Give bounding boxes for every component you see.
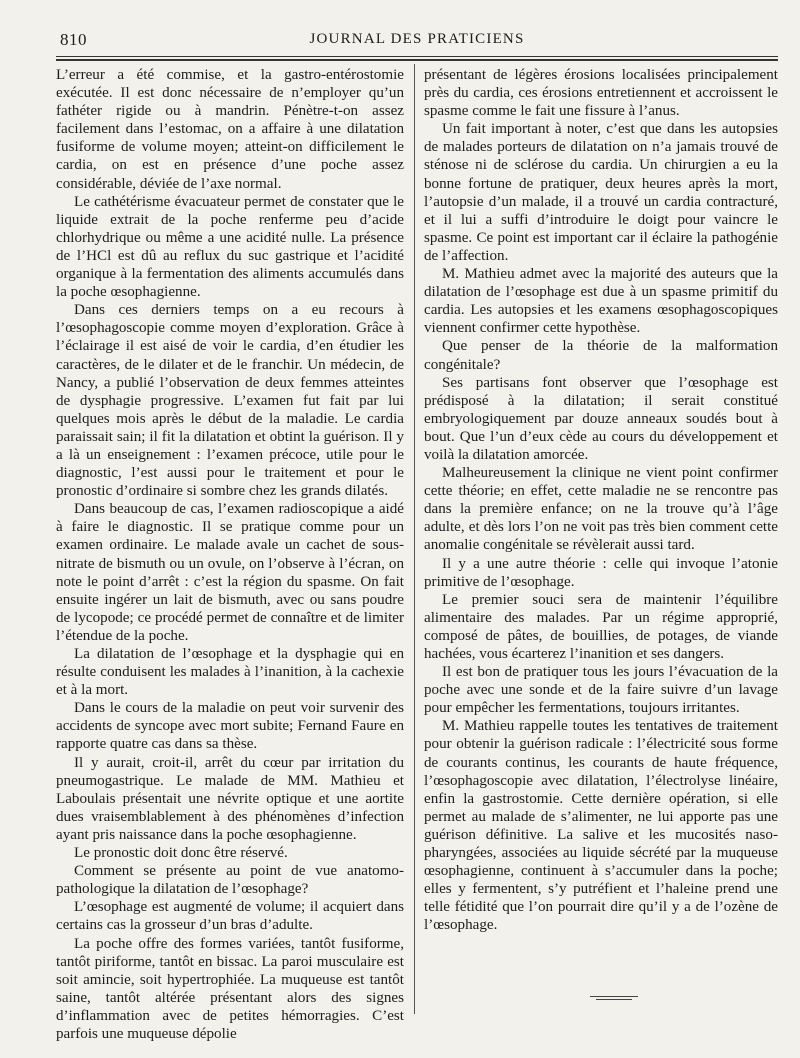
end-ornament-rule <box>596 999 632 1000</box>
paragraph: M. Mathieu rappelle toutes les tentatives de traitement pour obtenir la guérison radicale : l’électricité sous forme de courants continus, les courants de haute fréquence, l’œsophagoscopie avec dilatation, l’électrolyse linéaire, enfin la gastrostomie. Cette dernière opération, si elle permet au malade de s’alimenter, ne lui apporte pas une guérison définitive. La salive et les mucosités naso-pharyngées, associées au liquide sécrété par la muqueuse œsophagienne, continuent à s’accumuler dans la poche; elles y fermentent, s’y putréfient et l’haleine prend une telle fétidité que l’on pourrait dire qu’il y a de l’ozène de l’œsophage. <box>424 718 778 934</box>
paragraph: L’œsophage est augmenté de volume; il acquiert dans certains cas la grosseur d’un bras d’adulte. <box>56 899 404 934</box>
paragraph: Le pronostic doit donc être réservé. <box>74 845 288 862</box>
paragraph: Le premier souci sera de maintenir l’équilibre alimentaire des malades. Par un régime approprié, composé de pâtes, de bouillies, de potages, de viande hachées, vous écarterez l’inanition et ses dangers. <box>424 591 778 662</box>
header-rule-thick <box>56 59 778 61</box>
paragraph: La dilatation de l’œsophage et la dysphagie qui en résulte conduisent les malades à l’inanition, à la cachexie et à la mort. <box>56 646 404 699</box>
right-column <box>424 66 778 935</box>
paragraph: Dans ces derniers temps on a eu recours à l’œsophagoscopie comme moyen d’exploration. Grâce à l’éclairage il est aisé de voir le cardia, d’en étudier les caractères, de le dilater et de le franchir. Un médecin, de Nancy, a publié l’observation de deux femmes atteintes de dysphagie progressive. L’examen fut fait par lui quelques mois après le début de la maladie. Le cardia paraissait sain; il fit la dilatation et obtint la guérison. Il y a là un enseignement : l’examen précoce, utile pour le diagnostic, l’est aussi pour le traitement et pour le pronostic d’ordinaire si sombre chez les grands dilatés. <box>56 302 404 500</box>
paragraph: Il y a une autre théorie : celle qui invoque l’atonie primitive de l’œsophage. <box>424 555 778 590</box>
column-divider <box>414 64 415 1014</box>
paragraph: Il y aurait, croit-il, arrêt du cœur par irritation du pneumogastrique. Le malade de MM. Mathieu et Laboulais présentait une névrite optique et une aortite dues vraisemblablement à des phénomènes d’infection ayant pris naissance dans la poche œsophagienne. <box>56 754 404 843</box>
paragraph: Dans le cours de la maladie on peut voir survenir des accidents de syncope avec mort subite; Fernand Faure en rapporte quatre cas dans sa thèse. <box>56 700 404 753</box>
header-rule <box>56 56 778 57</box>
paragraph: Malheureusement la clinique ne vient point confirmer cette théorie; en effet, cette maladie ne se rencontre pas dans la première enfance; on ne la trouve qu’à l’âge adulte, et dès lors l’on ne voit pas très bien comment cette anomalie congénitale se révèlerait aussi tard. <box>424 465 778 554</box>
paragraph: Ses partisans font observer que l’œsophage est prédisposé à la dilatation; il serait constitué embryologiquement par douze anneaux soudés bout à bout. Que l’un d’eux cède au cours du développement et voilà la dilatation amorcée. <box>424 374 778 463</box>
paragraph: L’erreur a été commise, et la gastro-entérostomie exécutée. Il est donc nécessaire de n’employer qu’un fathéter rigide ou à mandrin. Pénètre-t-on assez facilement dans l’estomac, on a affaire à une dilatation fusiforme de volume moyen; atteint-on difficilement le cardia, on est en présence d’une poche assez considérable, déviée de l’axe normal. <box>56 67 404 192</box>
paragraph: M. Mathieu admet avec la majorité des auteurs que la dilatation de l’œsophage est due à un spasme primitif du cardia. Les autopsies et les examens œsophagoscopiques viennent confirmer cette hypothèse. <box>424 266 778 337</box>
paragraph: Il est bon de pratiquer tous les jours l’évacuation de la poche avec une sonde et de la faire suivre d’un lavage pour empêcher les fermentations, toujours irritantes. <box>424 664 778 717</box>
left-column <box>56 66 404 1043</box>
paragraph: Un fait important à noter, c’est que dans les autopsies de malades porteurs de dilatation on n’a jamais trouvé de sténose ni de sclérose du cardia. Un chirurgien a eu la bonne fortune de pratiquer, deux heures après la mort, l’autopsie d’un malade, il a trouvé un cardia contracturé, et il lui a suffi d’introduire le doigt pour vaincre le spasme. Ce point est important car il éclaire la pathogénie de l’affection. <box>424 121 778 264</box>
end-ornament-rule <box>590 996 638 997</box>
paragraph: Que penser de la théorie de la malformation congénitale? <box>424 338 778 373</box>
page-number: 810 <box>60 30 87 49</box>
paragraph: Le cathétérisme évacuateur permet de constater que le liquide extrait de la poche renferme peu d’acide chlorhydrique ou même a une acidité nulle. La présence de l’HCl est dû au reflux du suc gastrique et l’acidité organique à la fermentation des aliments accumulés dans la poche œsophagienne. <box>56 193 404 301</box>
running-header <box>56 30 778 52</box>
paragraph: Dans beaucoup de cas, l’examen radioscopique a aidé à faire le diagnostic. Il se pratique comme pour un examen ordinaire. Le malade avale un cachet de sous-nitrate de bismuth ou un ovule, on l’observe à l’écran, on note le point d’arrêt : c’est la région du spasme. On fait ensuite ingérer un lait de bismuth, avec ou sans poudre de lycopode; ce procédé permet de connaître et de limiter l’étendue de la poche. <box>56 501 404 644</box>
paragraph: Comment se présente au point de vue anatomo-pathologique la dilatation de l’œsophage? <box>56 863 404 898</box>
paragraph: La poche offre des formes variées, tantôt fusiforme, tantôt piriforme, tantôt en bissac. La paroi musculaire est soit amincie, soit hypertrophiée. La muqueuse est tantôt saine, tantôt altérée présentant alors des signes d’inflammation avec de petites hémorragies. C’est parfois une muqueuse dépolie <box>56 935 404 1042</box>
journal-title: JOURNAL DES PRATICIENS <box>309 31 525 47</box>
paragraph-continuation: présentant de légères érosions localisées principalement près du cardia, ces érosions entretiennent et accroissent le spasme comme le fait une fissure à l’anus. <box>424 67 778 120</box>
